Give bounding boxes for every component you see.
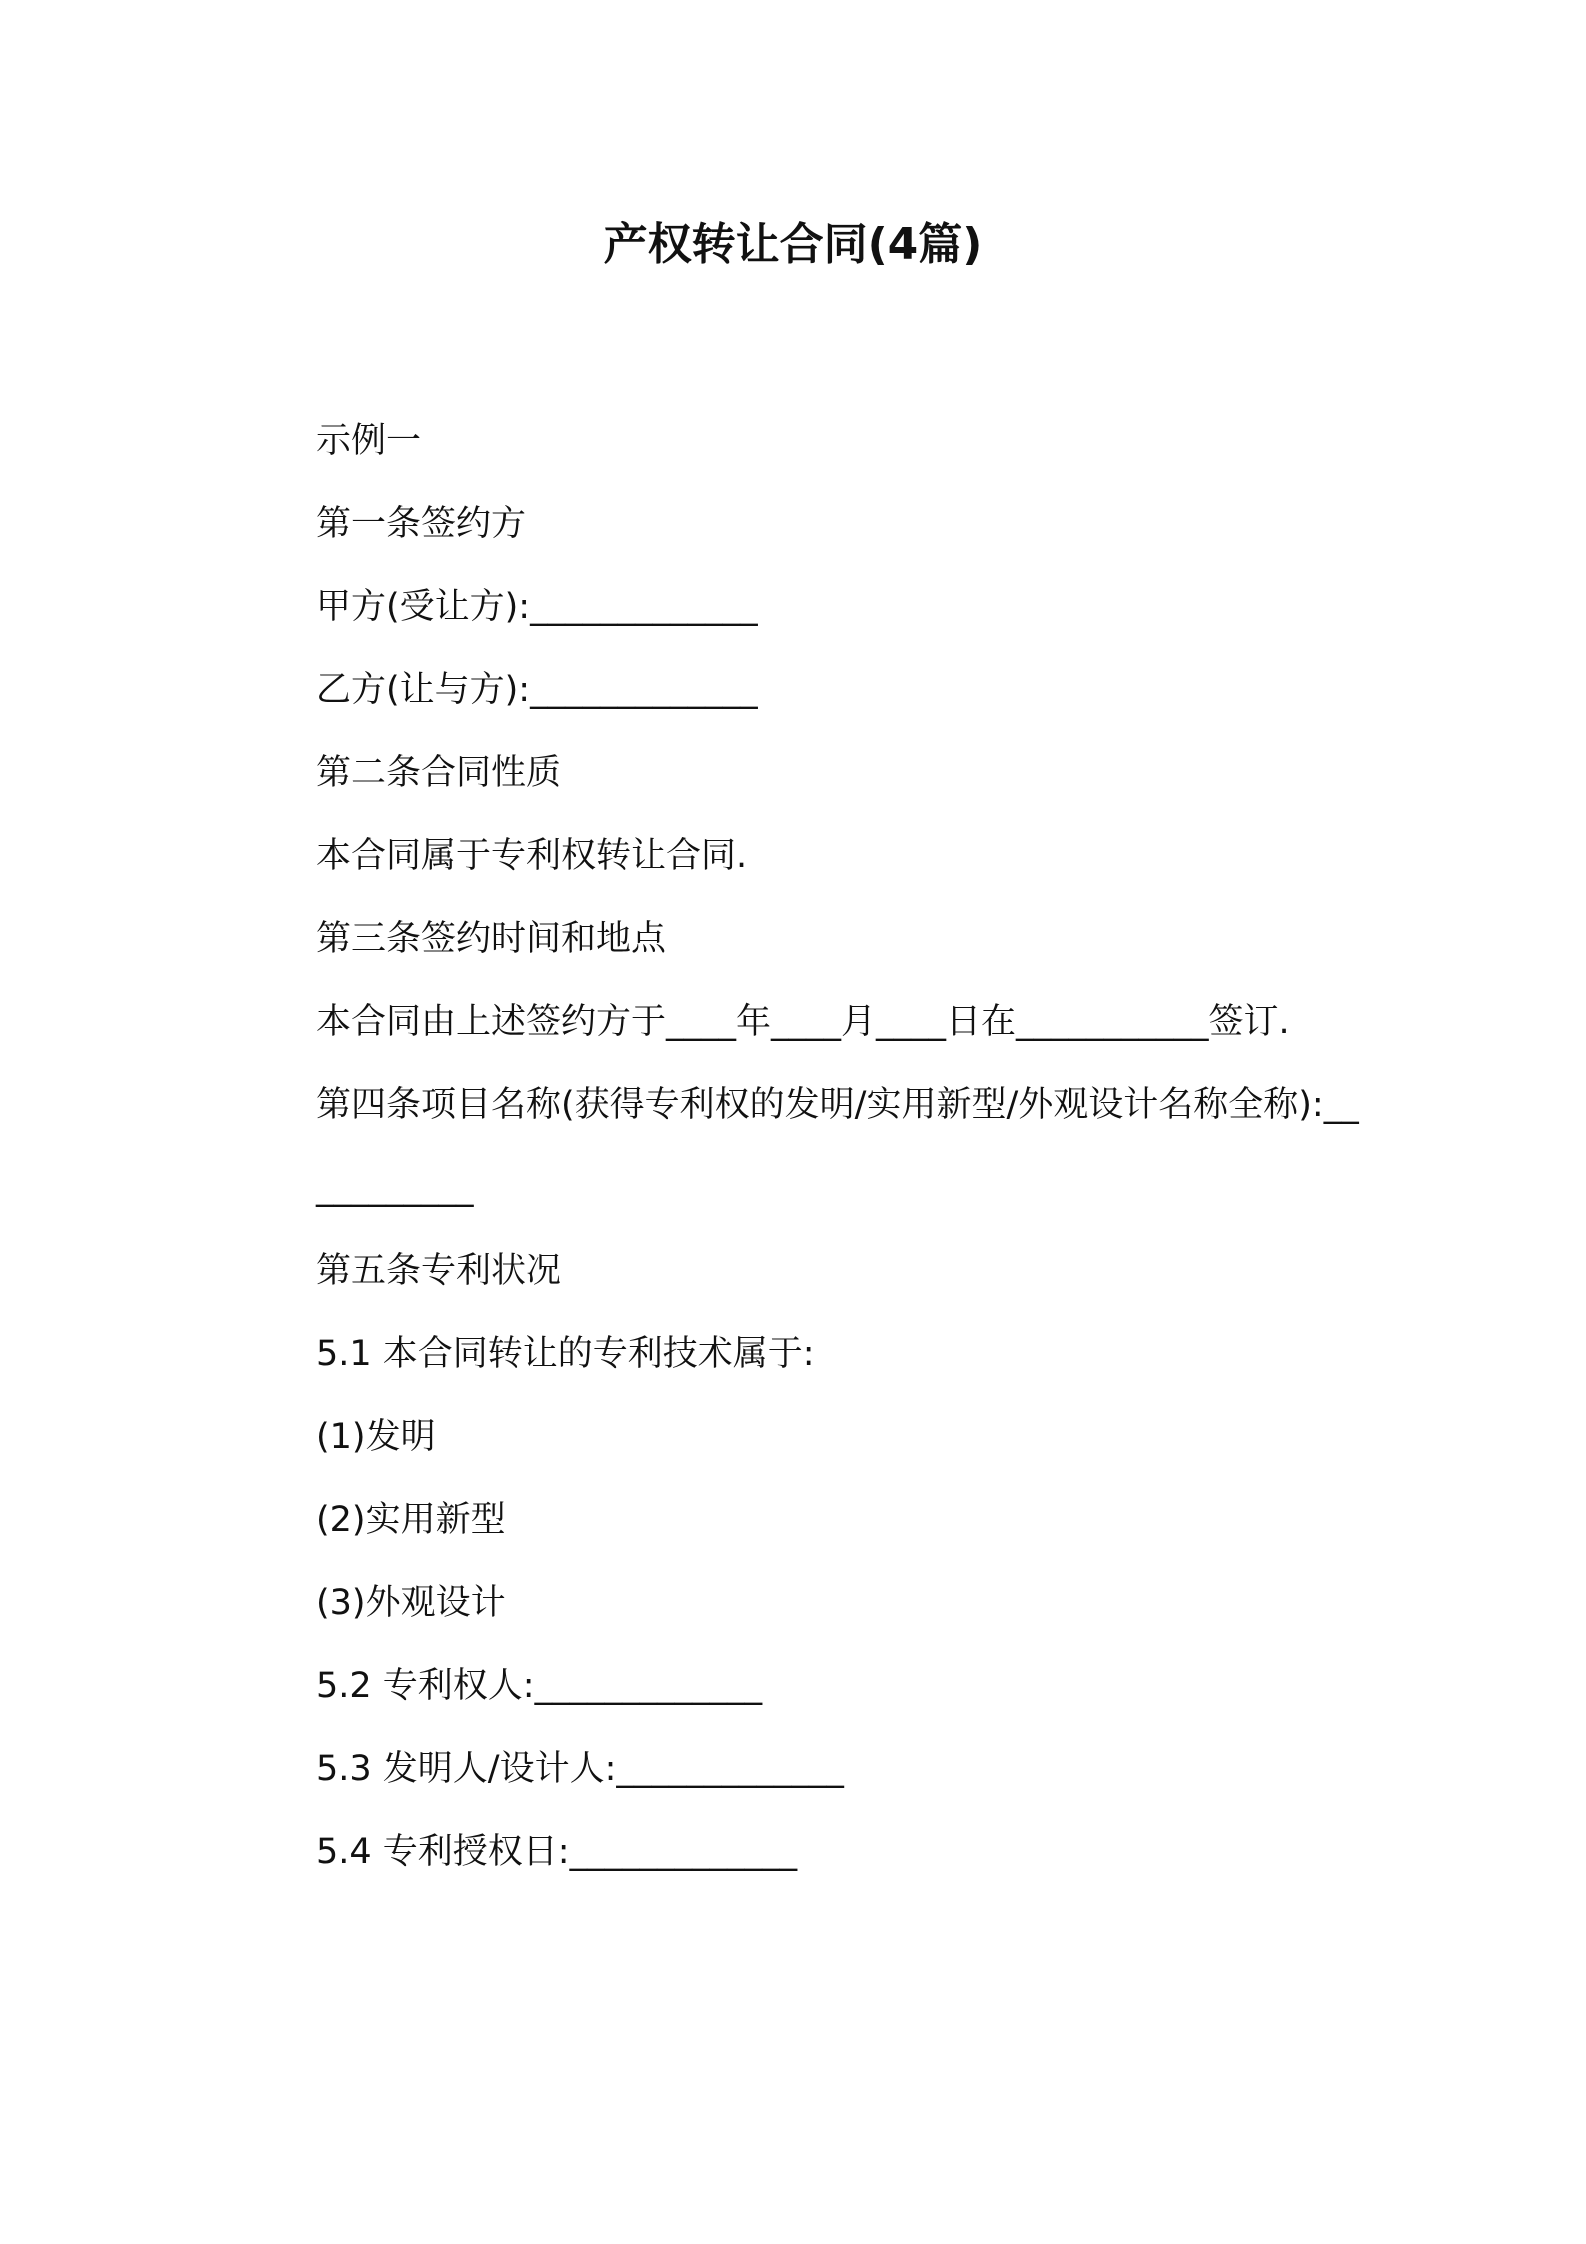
paragraph-option-design: (3)外观设计 (316, 1583, 506, 1623)
paragraph-5-1: 5.1 本合同转让的专利技术属于: (316, 1334, 815, 1374)
document-body (240, 400, 1360, 1894)
paragraph-option-invention: (1)发明 (316, 1417, 436, 1457)
paragraph-party-a: 甲方(受让方):_____________ (316, 587, 758, 627)
paragraph-5-2-patentee: 5.2 专利权人:_____________ (316, 1666, 763, 1706)
paragraph-article-2-heading: 第二条合同性质 (316, 753, 562, 793)
paragraph-article-4-project-name: 第四条项目名称(获得专利权的发明/实用新型/外观设计名称全称):___________ (316, 1085, 1359, 1208)
paragraph-option-utility-model: (2)实用新型 (316, 1500, 506, 1540)
document-title: 产权转让合同(4篇) (603, 219, 983, 270)
paragraph-signing-time-place: 本合同由上述签约方于____年____月____日在___________签订. (316, 1002, 1290, 1042)
paragraph-article-5-heading: 第五条专利状况 (316, 1251, 562, 1291)
paragraph-5-4-grant-date: 5.4 专利授权日:_____________ (316, 1832, 798, 1872)
paragraph-party-b: 乙方(让与方):_____________ (316, 670, 758, 710)
paragraph-article-3-heading: 第三条签约时间和地点 (316, 919, 667, 959)
paragraph-example-label: 示例一 (316, 421, 422, 461)
paragraph-contract-nature: 本合同属于专利权转让合同. (316, 836, 748, 876)
paragraph-5-3-inventor: 5.3 发明人/设计人:_____________ (316, 1749, 844, 1789)
paragraph-article-1-heading: 第一条签约方 (316, 504, 527, 544)
